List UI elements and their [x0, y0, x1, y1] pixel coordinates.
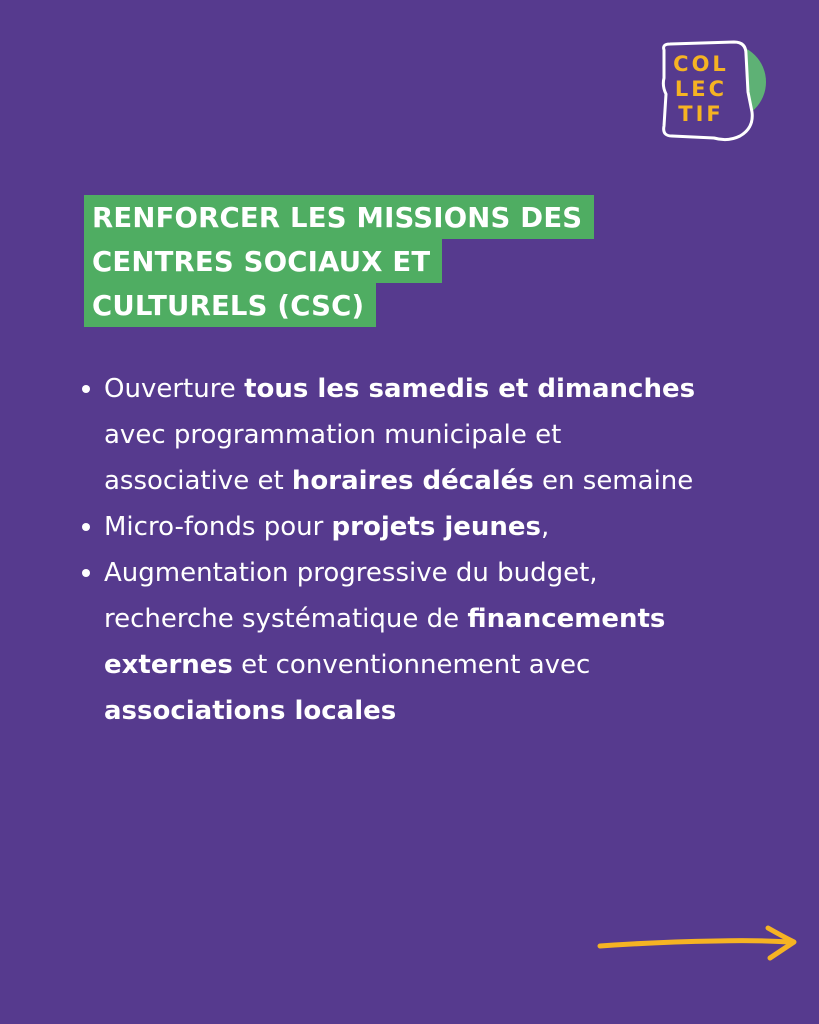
bullet-item-3: Augmentation progressive du budget, recherche systématique de financements externes et conventionnement avec associations locales — [104, 550, 704, 734]
arrow-right-icon[interactable] — [596, 920, 800, 964]
logo-line-2: LEC — [674, 77, 728, 101]
slide-title — [84, 195, 724, 327]
logo-line-3: TIF — [678, 102, 724, 126]
title-line-2: CENTRES SOCIAUX ET — [84, 239, 442, 283]
bullet-list — [104, 366, 704, 734]
title-line-1: RENFORCER LES MISSIONS DES — [84, 195, 594, 239]
collectif-logo — [654, 32, 770, 144]
title-line-3: CULTURELS (CSC) — [84, 283, 376, 327]
bullet-item-2: Micro-fonds pour projets jeunes, — [104, 504, 704, 550]
logo-text — [660, 52, 742, 127]
logo-line-1: COL — [673, 52, 729, 76]
bullet-item-1: Ouverture tous les samedis et dimanches avec programmation municipale et associative et horaires décalés en semaine — [104, 366, 704, 504]
